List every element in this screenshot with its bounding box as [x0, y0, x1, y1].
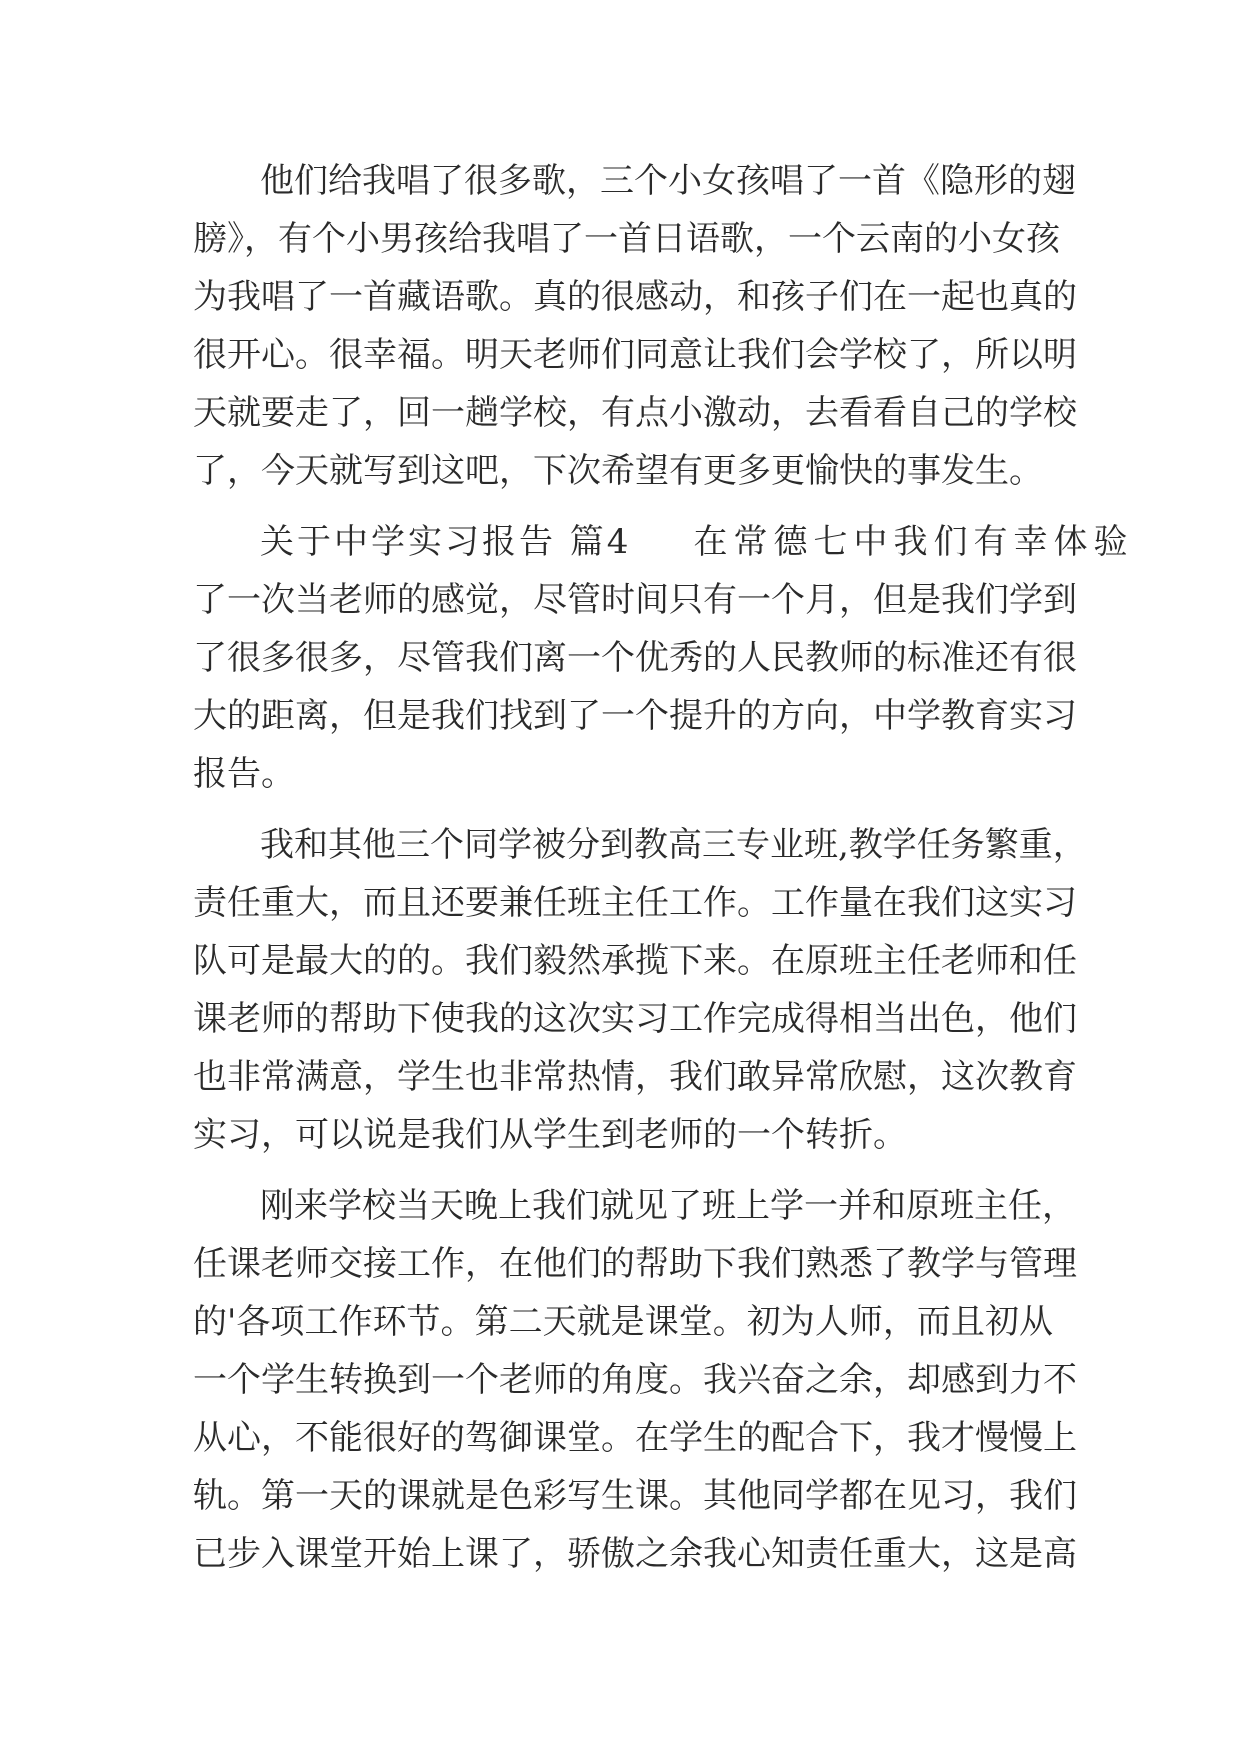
paragraph-line: 课老师的帮助下使我的这次实习工作完成得相当出色，他们: [193, 999, 1077, 1039]
section-heading: 关于中学实习报告 篇4: [260, 522, 632, 562]
paragraph-line: 大的距离，但是我们找到了一个提升的方向，中学教育实习: [193, 696, 1077, 736]
paragraph-spacer: [193, 1164, 1053, 1177]
paragraph-line: 刚来学校当天晚上我们就见了班上学一并和原班主任，: [260, 1186, 1076, 1226]
paragraph-line: 已步入课堂开始上课了，骄傲之余我心知责任重大，这是高: [193, 1534, 1077, 1574]
paragraph-1: [193, 152, 1077, 500]
paragraph-line: 一个学生转换到一个老师的角度。我兴奋之余，却感到力不: [193, 1360, 1077, 1400]
paragraph-line: 天就要走了，回一趟学校，有点小激动，去看看自己的学校: [193, 393, 1077, 433]
paragraph-spacer: [193, 500, 1053, 513]
paragraph-3: [193, 816, 1087, 1164]
paragraph-line: 了很多很多，尽管我们离一个优秀的人民教师的标准还有很: [193, 638, 1077, 678]
section-heading-line: [193, 513, 1134, 571]
paragraph-line: 轨。第一天的课就是色彩写生课。其他同学都在见习，我们: [193, 1476, 1077, 1516]
paragraph-line: 从心，不能很好的驾御课堂。在学生的配合下，我才慢慢上: [193, 1418, 1077, 1458]
document-body: [193, 152, 1134, 1583]
paragraph-line: 很开心。很幸福。明天老师们同意让我们会学校了，所以明: [193, 335, 1077, 375]
paragraph-line: 队可是最大的的。我们毅然承揽下来。在原班主任老师和任: [193, 941, 1077, 981]
paragraph-line: 责任重大，而且还要兼任班主任工作。工作量在我们这实习: [193, 883, 1077, 923]
paragraph-2: [193, 513, 1134, 803]
paragraph-line: 我和其他三个同学被分到教高三专业班,教学任务繁重，: [260, 825, 1087, 865]
paragraph-line: 他们给我唱了很多歌，三个小女孩唱了一首《隐形的翅: [260, 161, 1076, 201]
paragraph-line: 也非常满意，学生也非常热情，我们敢异常欣慰，这次教育: [193, 1057, 1077, 1097]
paragraph-line: 了一次当老师的感觉，尽管时间只有一个月，但是我们学到: [193, 580, 1077, 620]
paragraph-4: [193, 1177, 1077, 1583]
paragraph-line: 的'各项工作环节。第二天就是课堂。初为人师，而且初从: [193, 1302, 1053, 1342]
paragraph-line: 膀》，有个小男孩给我唱了一首日语歌，一个云南的小女孩: [193, 219, 1060, 259]
paragraph-line: 了，今天就写到这吧，下次希望有更多更愉快的事发生。: [193, 451, 1043, 491]
paragraph-spacer: [193, 803, 1053, 816]
paragraph-line: 报告。: [193, 754, 295, 794]
paragraph-line: 为我唱了一首藏语歌。真的很感动，和孩子们在一起也真的: [193, 277, 1077, 317]
paragraph-line: 任课老师交接工作，在他们的帮助下我们熟悉了教学与管理: [193, 1244, 1077, 1284]
paragraph-line: 实习，可以说是我们从学生到老师的一个转折。: [193, 1115, 907, 1155]
paragraph-line-start: 在常德七中我们有幸体验: [693, 522, 1134, 562]
